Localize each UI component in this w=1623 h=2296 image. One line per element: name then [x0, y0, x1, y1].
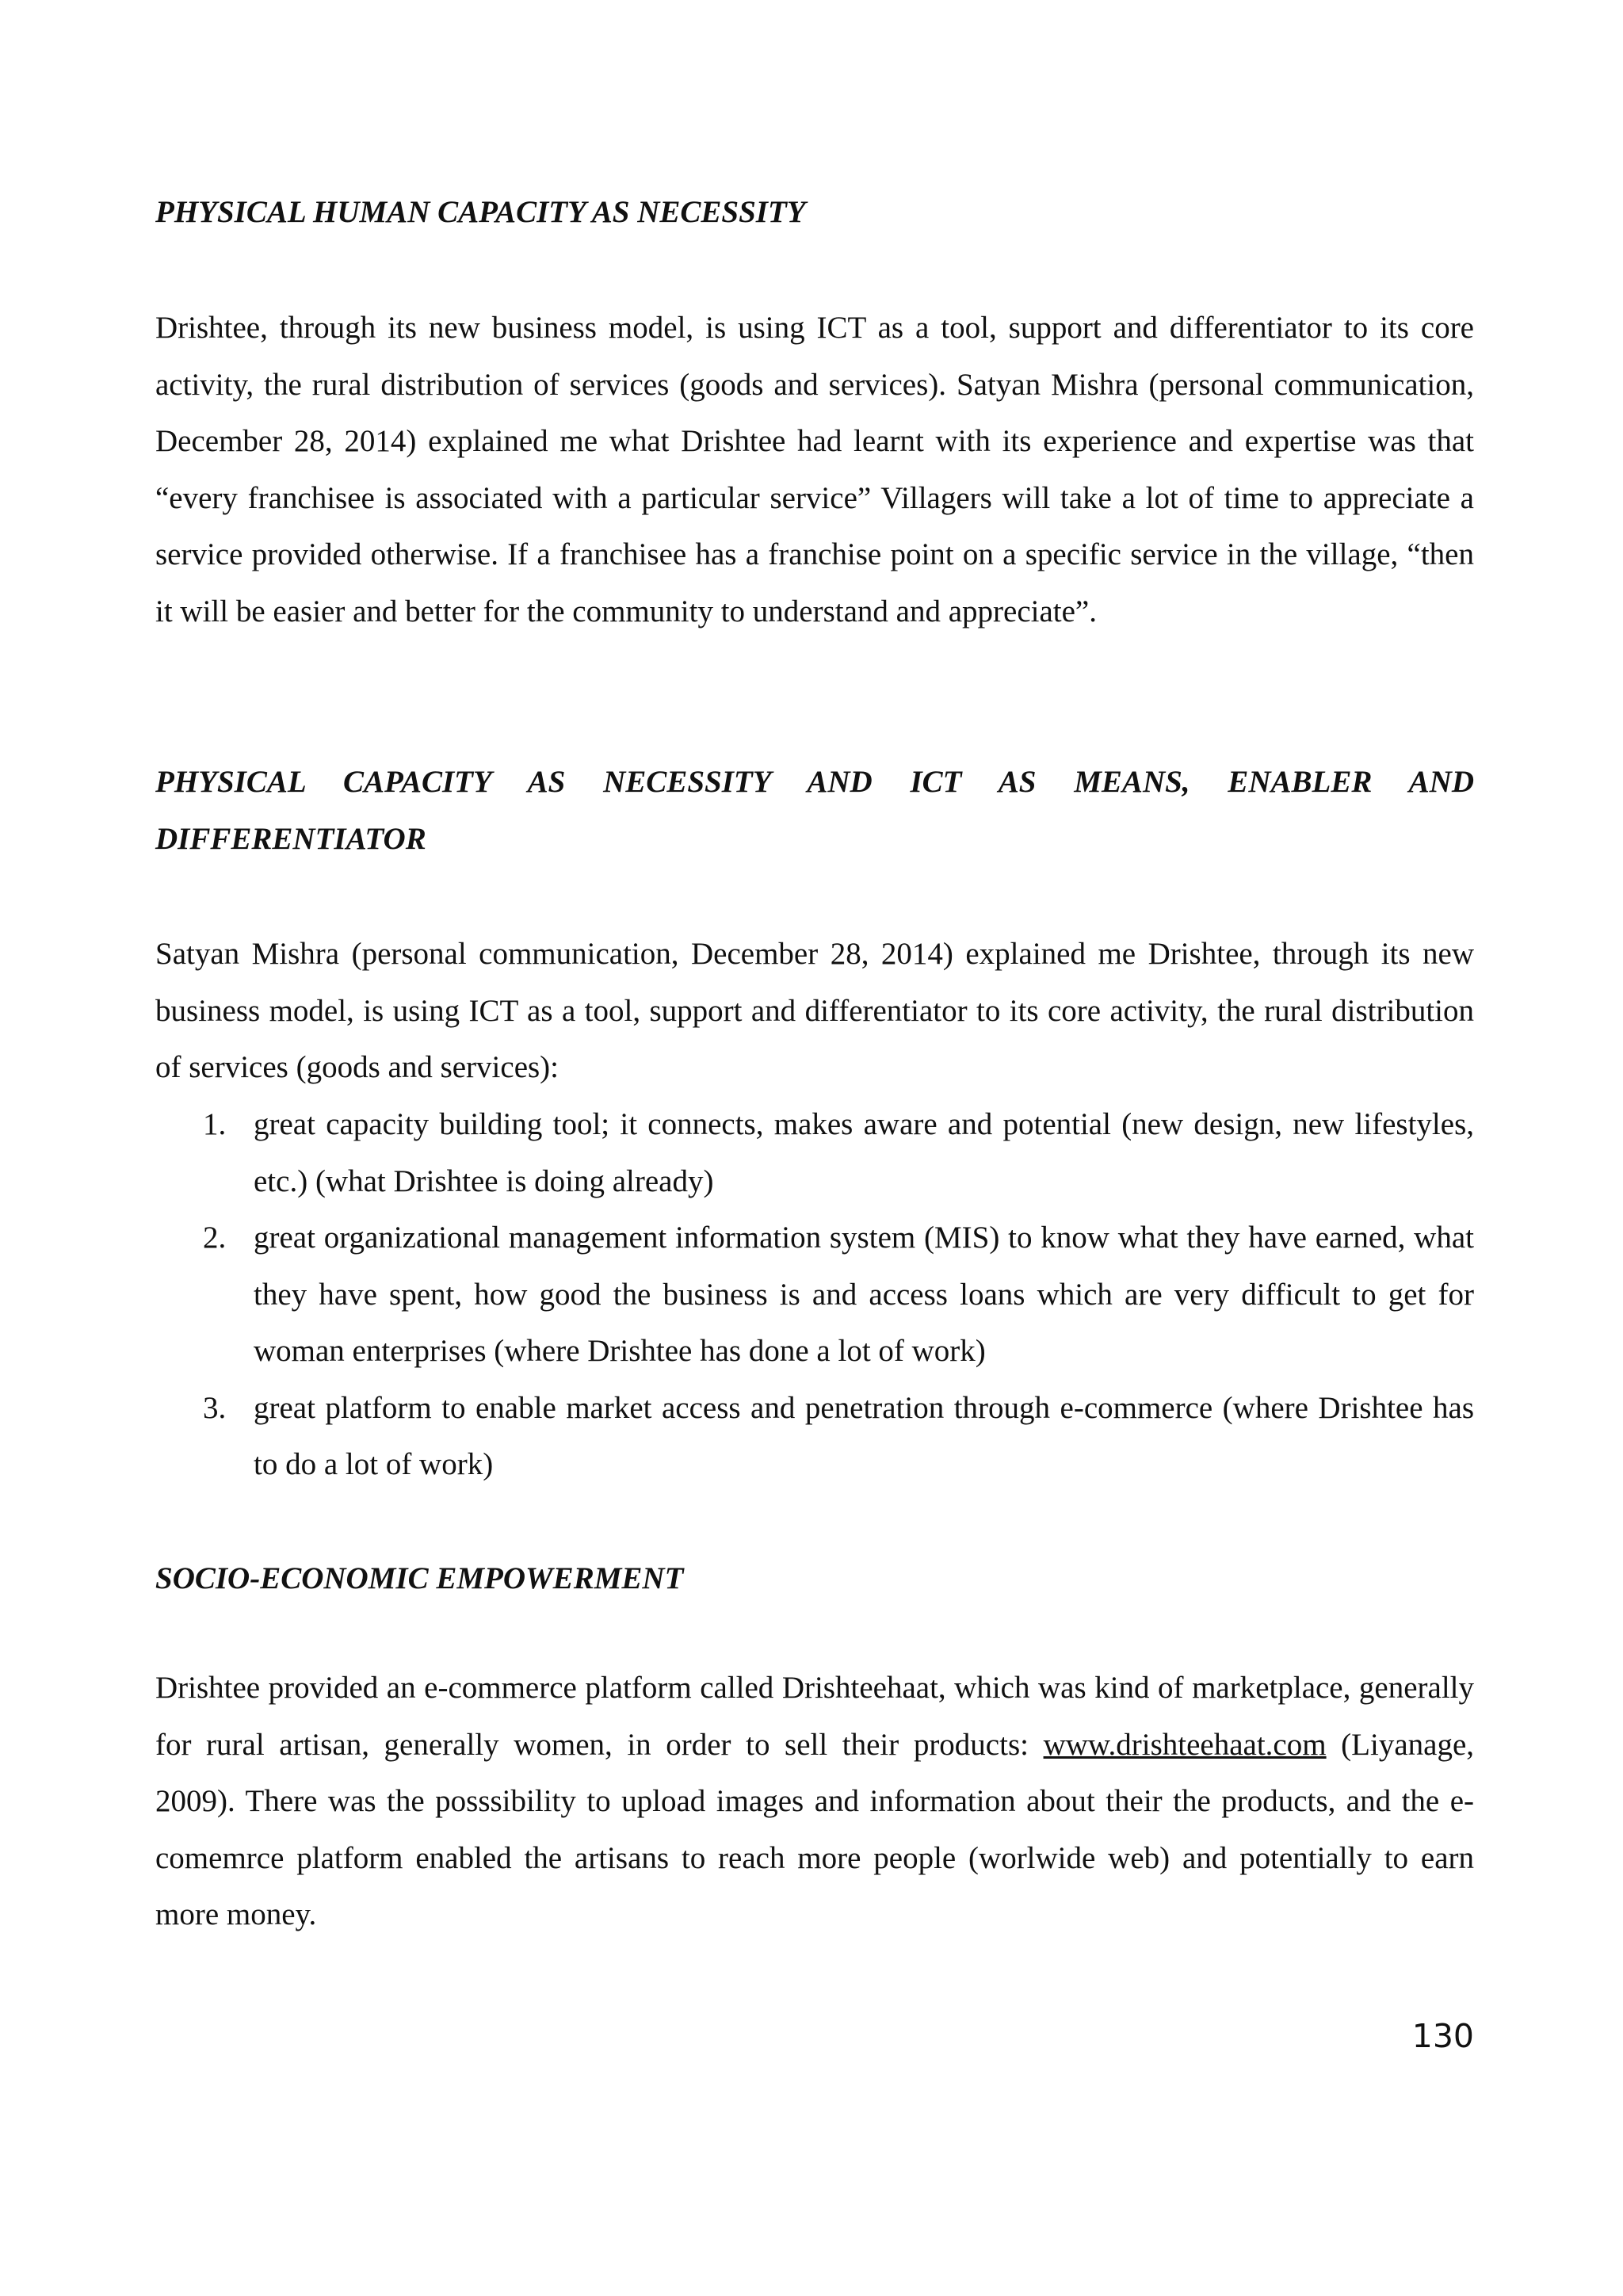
- section-heading-line-2: DIFFERENTIATOR: [155, 822, 426, 856]
- section-heading-physical-capacity-ict: [155, 754, 1474, 868]
- list-item: [155, 1096, 1474, 1209]
- section-heading-socio-economic-empowerment: SOCIO-ECONOMIC EMPOWERMENT: [155, 1561, 684, 1595]
- paragraph-franchisee-service: Drishtee, through its new business model, is using ICT as a tool, support and differentiator to its core activity, the rural distribution of services (goods and services). Satyan Mishra (personal communication, December 28, 2014) explained me what Drishtee had learnt with its experience and expertise was that “every franchisee is associated with a particular service” Villagers will take a lot of time to appreciate a service provided otherwise. If a franchisee has a franchise point on a specific service in the village, “then it will be easier and better for the community to understand and appreciate”.: [155, 311, 1474, 628]
- list-item-text: great organizational management information system (MIS) to know what they have earned, what they have spent, how good the business is and access loans which are very difficult to get for woman enterprises (where Drishtee has done a lot of work): [254, 1221, 1474, 1368]
- list-item: [155, 1380, 1474, 1493]
- list-item: [155, 1209, 1474, 1380]
- list-item-number: 2.: [203, 1221, 227, 1255]
- section-heading-physical-human-capacity: PHYSICAL HUMAN CAPACITY AS NECESSITY: [155, 195, 806, 229]
- list-item-text: great platform to enable market access and penetration through e-commerce (where Drishtee has to do a lot of work): [254, 1390, 1474, 1481]
- page-number: 130: [1411, 2017, 1474, 2055]
- paragraph-ict-tool: Satyan Mishra (personal communication, December 28, 2014) explained me Drishtee, through its new business model, is using ICT as a tool, support and differentiator to its core activity, the rural distribution of services (goods and services):: [155, 937, 1474, 1084]
- paragraph-text-after-link: (Liyanage, 2009). There was the posssibility to upload images and information about their the products, and the e-comemrce platform enabled the artisans to reach more people (worlwide web) and potentially to earn more money.: [155, 1727, 1474, 1931]
- ict-benefits-list: [155, 1096, 1474, 1493]
- paragraph-text-before-link: Drishtee provided an e-commerce platform called Drishteehaat, which was kind of marketplace, generally for rural artisan, generally women, in order to sell their products:: [155, 1671, 1474, 1762]
- list-item-text: great capacity building tool; it connects, makes aware and potential (new design, new lifestyles, etc.) (what Drishtee is doing already): [254, 1107, 1474, 1198]
- section-heading-line-1: PHYSICAL CAPACITY AS NECESSITY AND ICT AS MEANS, ENABLER AND: [155, 765, 1474, 799]
- list-item-number: 3.: [203, 1390, 227, 1425]
- drishteehaat-link[interactable]: www.drishteehaat.com: [1043, 1727, 1327, 1762]
- list-item-number: 1.: [203, 1107, 227, 1141]
- paragraph-drishteehaat: [155, 1660, 1474, 1943]
